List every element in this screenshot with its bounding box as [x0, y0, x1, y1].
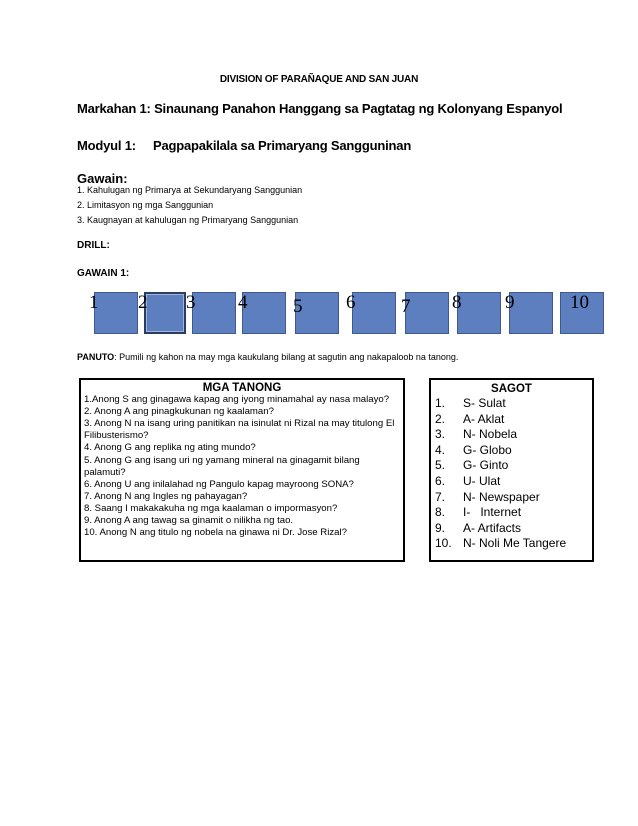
panuto-label: PANUTO [77, 352, 115, 362]
answer-text: G- Ginto [463, 458, 509, 473]
answer-item [435, 521, 588, 537]
answer-number: 6. [435, 473, 446, 488]
answer-number: 5. [435, 458, 446, 473]
answer-text: A- Artifacts [463, 520, 522, 535]
markahan-title: Markahan 1: Sinaunang Panahon Hanggang sa Pagtatag ng Kolonyang Espanyol [77, 101, 563, 116]
number-box-3[interactable] [192, 292, 236, 334]
box-number: 4 [238, 292, 248, 313]
number-box-9[interactable] [509, 292, 553, 334]
panuto-text: : Pumili ng kahon na may mga kaukulang bilang at sagutin ang nakapaloob na tanong. [114, 352, 459, 362]
number-box-7[interactable] [405, 292, 449, 334]
answers-box [429, 378, 594, 562]
answer-text: A- Aklat [463, 411, 505, 426]
gawain1-heading: GAWAIN 1: [77, 268, 130, 279]
box-number: 6 [346, 292, 356, 313]
answer-number: 1. [435, 396, 446, 410]
box-number: 7 [401, 296, 411, 317]
answer-number: 10. [435, 536, 452, 551]
answer-number: 2. [435, 411, 446, 426]
answer-text: N- Newspaper [463, 489, 540, 504]
question-item: 2. Anong A ang pinagkukunan ng kaalaman? [84, 406, 274, 418]
box-number: 9 [505, 292, 515, 313]
number-box-1[interactable] [94, 292, 138, 334]
gawain-item: 1. Kahulugan ng Primarya at Sekundaryang Sanggunian [77, 185, 303, 195]
gawain-item: 2. Limitasyon ng mga Sanggunian [77, 200, 214, 210]
number-box-6[interactable] [352, 292, 396, 334]
number-box-8[interactable] [457, 292, 501, 334]
answer-item [435, 505, 588, 521]
box-number: 10 [570, 292, 589, 313]
answer-item [435, 474, 588, 490]
answer-item [435, 412, 588, 428]
answer-item [435, 458, 588, 474]
box-number: 1 [89, 292, 99, 313]
questions-box [79, 378, 405, 562]
division-header: DIVISION OF PARAÑAQUE AND SAN JUAN [219, 74, 419, 85]
number-box-4[interactable] [242, 292, 286, 334]
answer-item [435, 427, 588, 443]
answer-item [435, 490, 588, 506]
question-item: 3. Anong N na isang uring panitikan na isinulat ni Rizal na may titulong El Filibusterismo? [84, 418, 395, 442]
answer-text: G- Globo [463, 442, 512, 457]
answer-item [435, 443, 588, 459]
box-number: 2 [138, 292, 148, 313]
box-number: 5 [293, 296, 303, 317]
answer-number: 8. [435, 505, 446, 520]
box-number: 8 [452, 292, 462, 313]
number-box-2[interactable] [144, 292, 186, 334]
answer-number: 7. [435, 489, 446, 504]
box-number: 3 [186, 292, 196, 313]
answer-number: 9. [435, 520, 446, 535]
modyul-label: Modyul 1: [77, 138, 136, 153]
drill-heading: DRILL: [77, 240, 110, 251]
answer-text: U- Ulat [463, 473, 501, 488]
answer-number: 4. [435, 442, 446, 457]
question-item: 9. Anong A ang tawag sa ginamit o nilikha ng tao. [84, 515, 294, 527]
answer-text: N- Noli Me Tangere [463, 536, 567, 551]
modyul-title [77, 138, 411, 153]
question-item: 5. Anong G ang isang uri ng yamang mineral na ginagamit bilang palamuti? [84, 454, 360, 478]
questions-title: MGA TANONG [202, 382, 282, 394]
answer-text: S- Sulat [463, 396, 506, 410]
question-item: 7. Anong N ang Ingles ng pahayagan? [84, 490, 248, 502]
gawain-list [77, 183, 302, 228]
answer-text: I- Internet [463, 505, 522, 520]
question-item: 1.Anong S ang ginagawa kapag ang iyong minamahal ay nasa malayo? [84, 394, 390, 406]
answer-number: 3. [435, 427, 446, 442]
gawain-item: 3. Kaugnayan at kahulugan ng Primaryang Sanggunian [77, 215, 299, 225]
question-item: 10. Anong N ang titulo ng nobela na ginawa ni Dr. Jose Rizal? [84, 527, 347, 539]
answer-item [435, 396, 588, 412]
answer-item [435, 536, 588, 552]
answers-title: SAGOT [491, 383, 532, 395]
answer-text: N- Nobela [463, 427, 518, 442]
gawain-heading: Gawain: [77, 171, 128, 186]
question-item: 4. Anong G ang replika ng ating mundo? [84, 442, 256, 454]
question-item: 6. Anong U ang inilalahad ng Pangulo kapag mayroong SONA? [84, 478, 354, 490]
question-item: 8. Saang I makakakuha ng mga kaalaman o impormasyon? [84, 502, 338, 514]
modyul-name: Pagpapakilala sa Primaryang Sangguninan [153, 138, 412, 153]
panuto-instruction [77, 352, 458, 362]
